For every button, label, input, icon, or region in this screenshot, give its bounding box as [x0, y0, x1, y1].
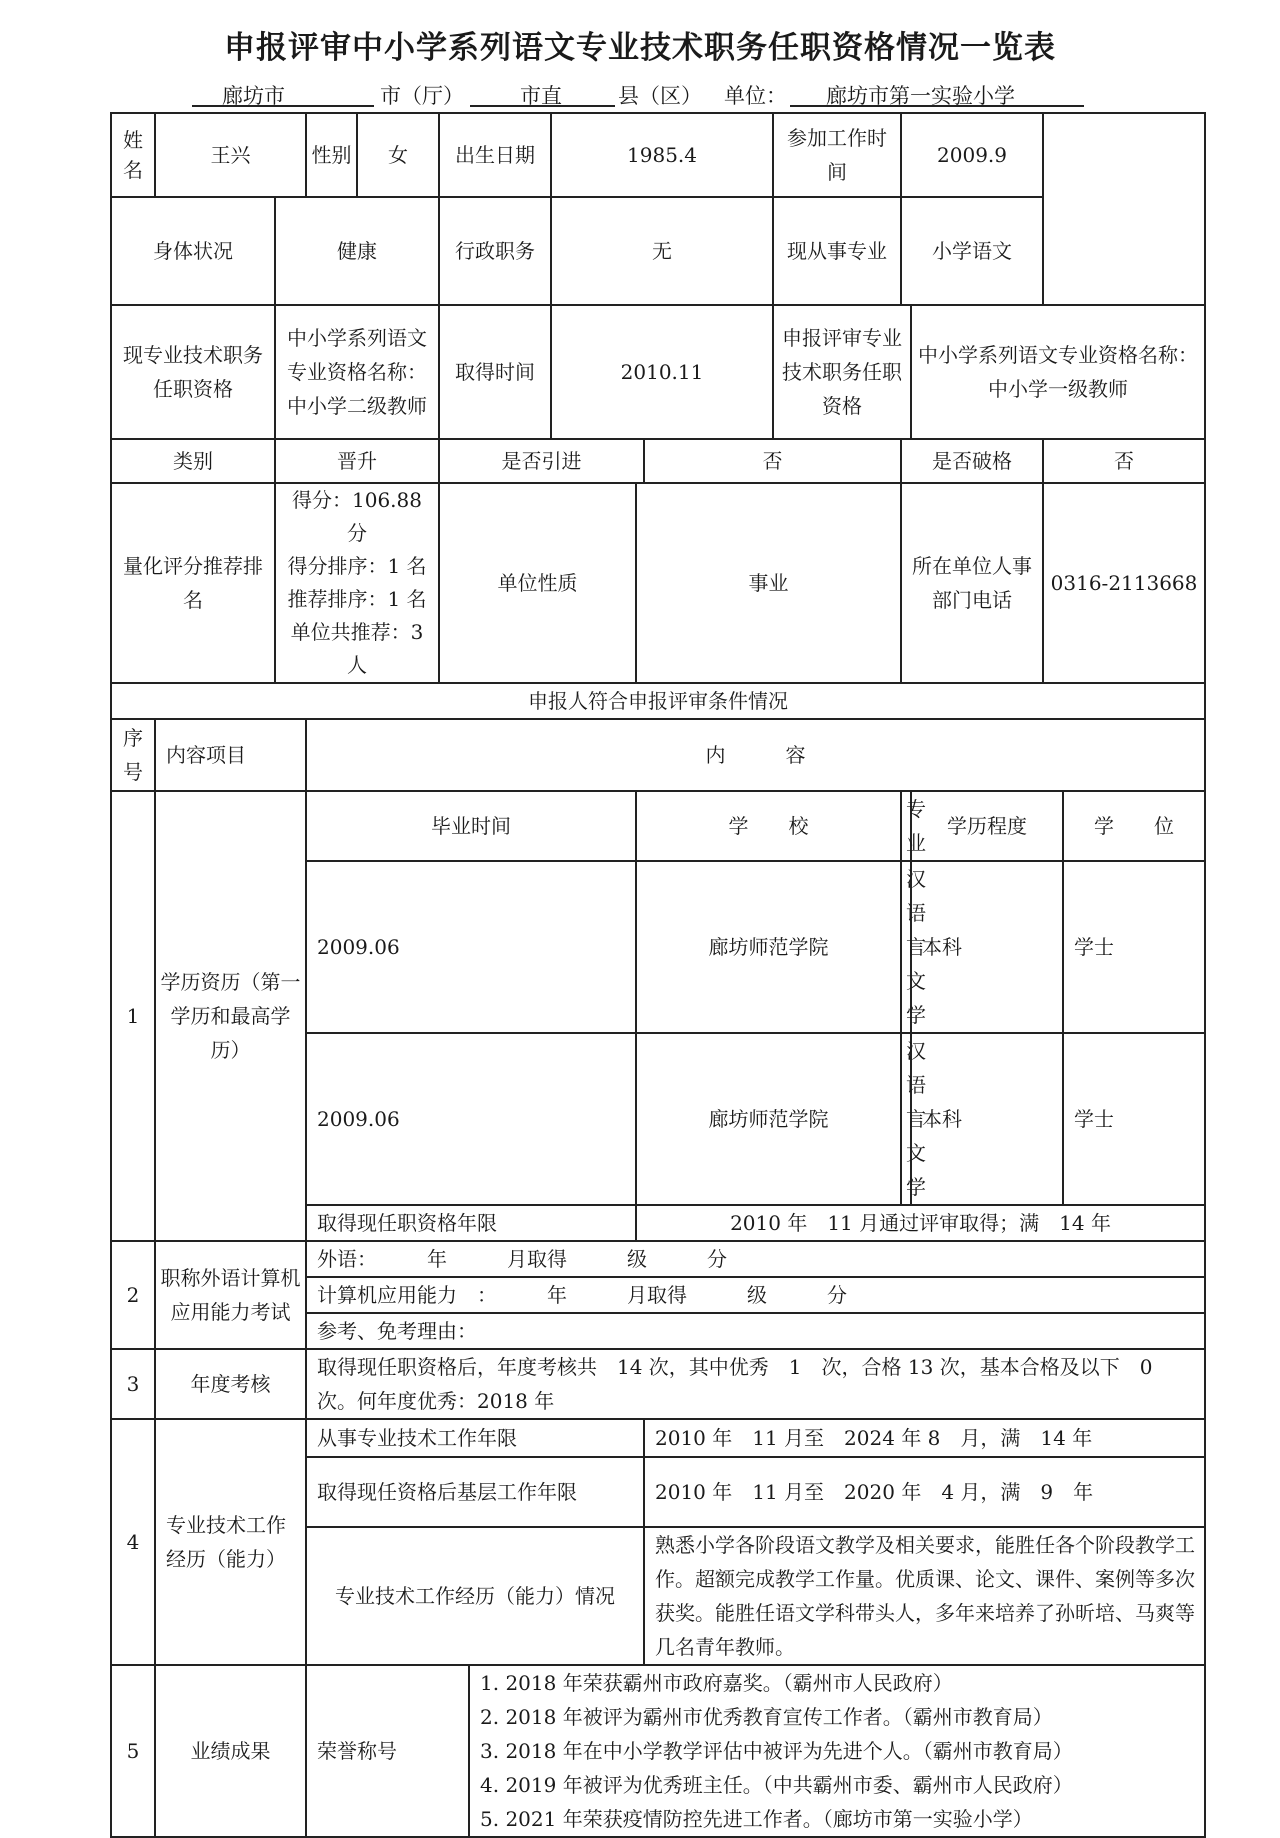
annual-text: 取得现任职资格后，年度考核共 14 次，其中优秀 1 次，合格 13 次，基本合格及以下 0 次。何年度优秀：2018 年 [306, 1349, 1205, 1419]
hr-phone-label: 所在单位人事部门电话 [901, 483, 1043, 683]
exp-label: 专业技术工作经历（能力） [155, 1419, 306, 1665]
exempt-line: 参考、免考理由： [306, 1313, 1205, 1349]
obtain-time-label: 取得时间 [439, 305, 551, 439]
apply-qual-value: 中小学系列语文专业资格名称：中小学一级教师 [911, 305, 1205, 439]
city-underline [192, 105, 374, 107]
name-value: 王兴 [155, 113, 306, 197]
form-title: 申报评审中小学系列语文专业技术职务任职资格情况一览表 [224, 30, 1056, 66]
edu-school: 廊坊师范学院 [636, 861, 901, 1033]
foreign-lang-line: 外语： 年 月取得 级 分 [306, 1241, 1205, 1277]
major-value: 小学语文 [901, 197, 1043, 305]
edu-degree: 学士 [1063, 1033, 1205, 1205]
work-start-value: 2009.9 [901, 113, 1043, 197]
city-value: 廊坊市 [222, 84, 285, 108]
honor-title-label: 荣誉称号 [306, 1665, 469, 1837]
exp-years-value: 2010 年 11 月至 2024 年 8 月，满 14 年 [644, 1419, 1205, 1457]
edu-col-school: 学 校 [636, 791, 901, 861]
current-qual-label: 现专业技术职务任职资格 [111, 305, 275, 439]
list-item: 2. 2018 年被评为霸州市优秀教育宣传工作者。（霸州市教育局） [480, 1705, 1053, 1729]
list-item: 4. 2019 年被评为优秀班主任。（中共霸州市委、霸州市人民政府） [480, 1773, 1073, 1797]
edu-major: 汉语言文学 [901, 861, 911, 1033]
info-table [110, 112, 1206, 1838]
score-label: 量化评分推荐排名 [111, 483, 275, 683]
health-value: 健康 [275, 197, 439, 305]
exp-no: 4 [111, 1419, 155, 1665]
category-value: 晋升 [275, 439, 439, 483]
unit-label: 单位： [724, 84, 787, 108]
edu-col-degree: 学 位 [1063, 791, 1205, 861]
current-qual-value: 中小学系列语文专业资格名称：中小学二级教师 [275, 305, 439, 439]
achieve-label: 业绩成果 [155, 1665, 306, 1837]
lang-label: 职称外语计算机应用能力考试 [155, 1241, 306, 1349]
gender-value: 女 [357, 113, 439, 197]
exp-desc-label: 专业技术工作经历（能力）情况 [306, 1527, 644, 1665]
exceptional-label: 是否破格 [901, 439, 1043, 483]
edu-level: 本科 [911, 1033, 1063, 1205]
seq-header: 序号 [111, 719, 155, 791]
county-value: 市直 [520, 84, 562, 108]
edu-col-time: 毕业时间 [306, 791, 636, 861]
qual-year-value: 2010 年 11 月通过评审取得；满 14 年 [636, 1205, 1205, 1241]
exp-desc-text: 熟悉小学各阶段语文教学及相关要求，能胜任各个阶段教学工作。超额完成教学工作量。优质课、论文、课件、案例等多次获奖。能胜任语文学科带头人，多年来培养了孙昕培、马爽等几名青年教师。 [644, 1527, 1205, 1665]
content-header: 内 容 [306, 719, 1205, 791]
list-item: 1. 2018 年荣获霸州市政府嘉奖。（霸州市人民政府） [480, 1671, 953, 1695]
birth-label: 出生日期 [439, 113, 551, 197]
unit-value: 廊坊市第一实验小学 [826, 84, 1015, 108]
item-header: 内容项目 [155, 719, 306, 791]
obtain-time-value: 2010.11 [551, 305, 773, 439]
edu-label: 学历资历（第一学历和最高学历） [155, 791, 306, 1241]
edu-no: 1 [111, 791, 155, 1241]
edu-col-major: 专 业 [901, 791, 911, 861]
gender-label: 性别 [306, 113, 357, 197]
achieve-no: 5 [111, 1665, 155, 1837]
list-item: 3. 2018 年在中小学教学评估中被评为先进个人。（霸州市教育局） [480, 1739, 1073, 1763]
qual-year-label: 取得现任职资格年限 [306, 1205, 636, 1241]
health-label: 身体状况 [111, 197, 275, 305]
unit-underline [790, 105, 1084, 107]
edu-time: 2009.06 [306, 1033, 636, 1205]
county-underline [470, 105, 615, 107]
admin-label: 行政职务 [439, 197, 551, 305]
introduced-value: 否 [644, 439, 901, 483]
photo [1043, 113, 1205, 305]
edu-degree: 学士 [1063, 861, 1205, 1033]
lang-no: 2 [111, 1241, 155, 1349]
edu-school: 廊坊师范学院 [636, 1033, 901, 1205]
unit-type-label: 单位性质 [439, 483, 636, 683]
hr-phone-value: 0316-2113668 [1043, 483, 1205, 683]
work-start-label: 参加工作时间 [773, 113, 901, 197]
name-label: 姓名 [111, 113, 155, 197]
unit-type-value: 事业 [636, 483, 901, 683]
edu-major: 汉语言文学 [901, 1033, 911, 1205]
apply-qual-label: 申报评审专业技术职务任职资格 [773, 305, 911, 439]
honor-list [469, 1665, 1205, 1837]
edu-level: 本科 [911, 861, 1063, 1033]
county-suffix: 县（区） [618, 84, 702, 108]
computer-line: 计算机应用能力 ： 年 月取得 级 分 [306, 1277, 1205, 1313]
exceptional-value: 否 [1043, 439, 1205, 483]
score-values: 得分：106.88 分 得分排序：1 名 推荐排序：1 名 单位共推荐：3 人 [275, 483, 439, 683]
exp-years-label: 从事专业技术工作年限 [306, 1419, 644, 1457]
edu-col-level: 学历程度 [911, 791, 1063, 861]
section-title: 申报人符合申报评审条件情况 [111, 683, 1205, 719]
birth-value: 1985.4 [551, 113, 773, 197]
introduced-label: 是否引进 [439, 439, 644, 483]
edu-time: 2009.06 [306, 861, 636, 1033]
admin-value: 无 [551, 197, 773, 305]
grassroots-value: 2010 年 11 月至 2020 年 4 月，满 9 年 [644, 1457, 1205, 1527]
annual-label: 年度考核 [155, 1349, 306, 1419]
grassroots-label: 取得现任资格后基层工作年限 [306, 1457, 644, 1527]
major-label: 现从事专业 [773, 197, 901, 305]
category-label: 类别 [111, 439, 275, 483]
annual-no: 3 [111, 1349, 155, 1419]
city-suffix: 市（厅） [380, 84, 464, 108]
list-item: 5. 2021 年荣获疫情防控先进工作者。（廊坊市第一实验小学） [480, 1807, 1033, 1831]
